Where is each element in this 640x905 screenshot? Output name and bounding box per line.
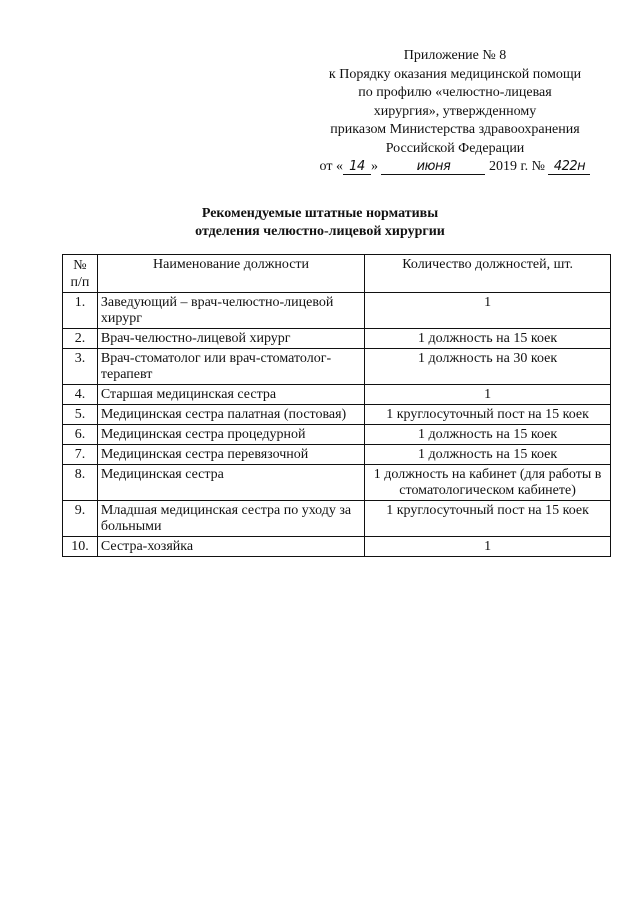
table-row (63, 405, 611, 425)
position-name: Медицинская сестра перевязочной (97, 445, 364, 465)
position-quantity: 1 должность на 15 коек (365, 445, 611, 465)
table-row (63, 385, 611, 405)
table-row (63, 349, 611, 385)
date-month-handwritten: июня (381, 159, 485, 175)
title-line-2: отделения челюстно-лицевой хирургии (195, 224, 445, 239)
row-number: 10. (63, 537, 98, 557)
table-row (63, 329, 611, 349)
position-quantity: 1 (365, 537, 611, 557)
position-name: Врач-стоматолог или врач-стоматолог-терапевт (97, 349, 364, 385)
header-line: к Порядку оказания медицинской помощи (328, 66, 582, 82)
position-quantity: 1 должность на кабинет (для работы в стоматологическом кабинете) (365, 465, 611, 501)
staff-norms-table (62, 254, 611, 557)
position-quantity: 1 круглосуточный пост на 15 коек (365, 405, 611, 425)
date-quote-close: » (370, 159, 378, 174)
row-number: 9. (63, 501, 98, 537)
position-quantity: 1 должность на 15 коек (365, 425, 611, 445)
position-quantity: 1 круглосуточный пост на 15 коек (365, 501, 611, 537)
header-line: Приложение № 8 (403, 48, 507, 63)
table-row (63, 425, 611, 445)
date-prefix: от « (319, 159, 343, 174)
position-name: Врач-челюстно-лицевой хирург (97, 329, 364, 349)
row-number: 7. (63, 445, 98, 465)
header-position: Наименование должности (97, 255, 364, 293)
appendix-header (300, 47, 610, 177)
header-line: хирургия», утвержденному (373, 103, 537, 119)
table-row (63, 293, 611, 329)
row-number: 1. (63, 293, 98, 329)
table-row (63, 501, 611, 537)
table-row (63, 537, 611, 557)
table-row (63, 465, 611, 501)
header-line: Российской Федерации (385, 140, 525, 156)
position-name: Сестра-хозяйка (97, 537, 364, 557)
row-number: 6. (63, 425, 98, 445)
title-line-1: Рекомендуемые штатные нормативы (201, 206, 439, 221)
position-name: Заведующий – врач-челюстно-лицевой хирург (97, 293, 364, 329)
row-number: 3. (63, 349, 98, 385)
position-name: Младшая медицинская сестра по уходу за больными (97, 501, 364, 537)
document-title (100, 205, 540, 241)
row-number: 2. (63, 329, 98, 349)
position-name: Медицинская сестра палатная (постовая) (97, 405, 364, 425)
header-line: приказом Министерства здравоохранения (330, 122, 580, 137)
table-header-row (63, 255, 611, 293)
position-quantity: 1 (365, 385, 611, 405)
row-number: 5. (63, 405, 98, 425)
date-day-handwritten: 14 (343, 159, 371, 175)
header-line: по профилю «челюстно-лицевая (358, 85, 552, 100)
table-row (63, 445, 611, 465)
row-number: 8. (63, 465, 98, 501)
position-name: Старшая медицинская сестра (97, 385, 364, 405)
position-quantity: 1 (365, 293, 611, 329)
order-number-handwritten: 422н (548, 159, 590, 175)
date-year: 2019 г. № (488, 159, 545, 174)
row-number: 4. (63, 385, 98, 405)
position-quantity: 1 должность на 30 коек (365, 349, 611, 385)
position-name: Медицинская сестра (97, 465, 364, 501)
header-num: № п/п (63, 255, 98, 293)
header-quantity: Количество должностей, шт. (365, 255, 611, 293)
position-quantity: 1 должность на 15 коек (365, 329, 611, 349)
position-name: Медицинская сестра процедурной (97, 425, 364, 445)
table-body (63, 293, 611, 557)
order-date-line (300, 158, 610, 177)
